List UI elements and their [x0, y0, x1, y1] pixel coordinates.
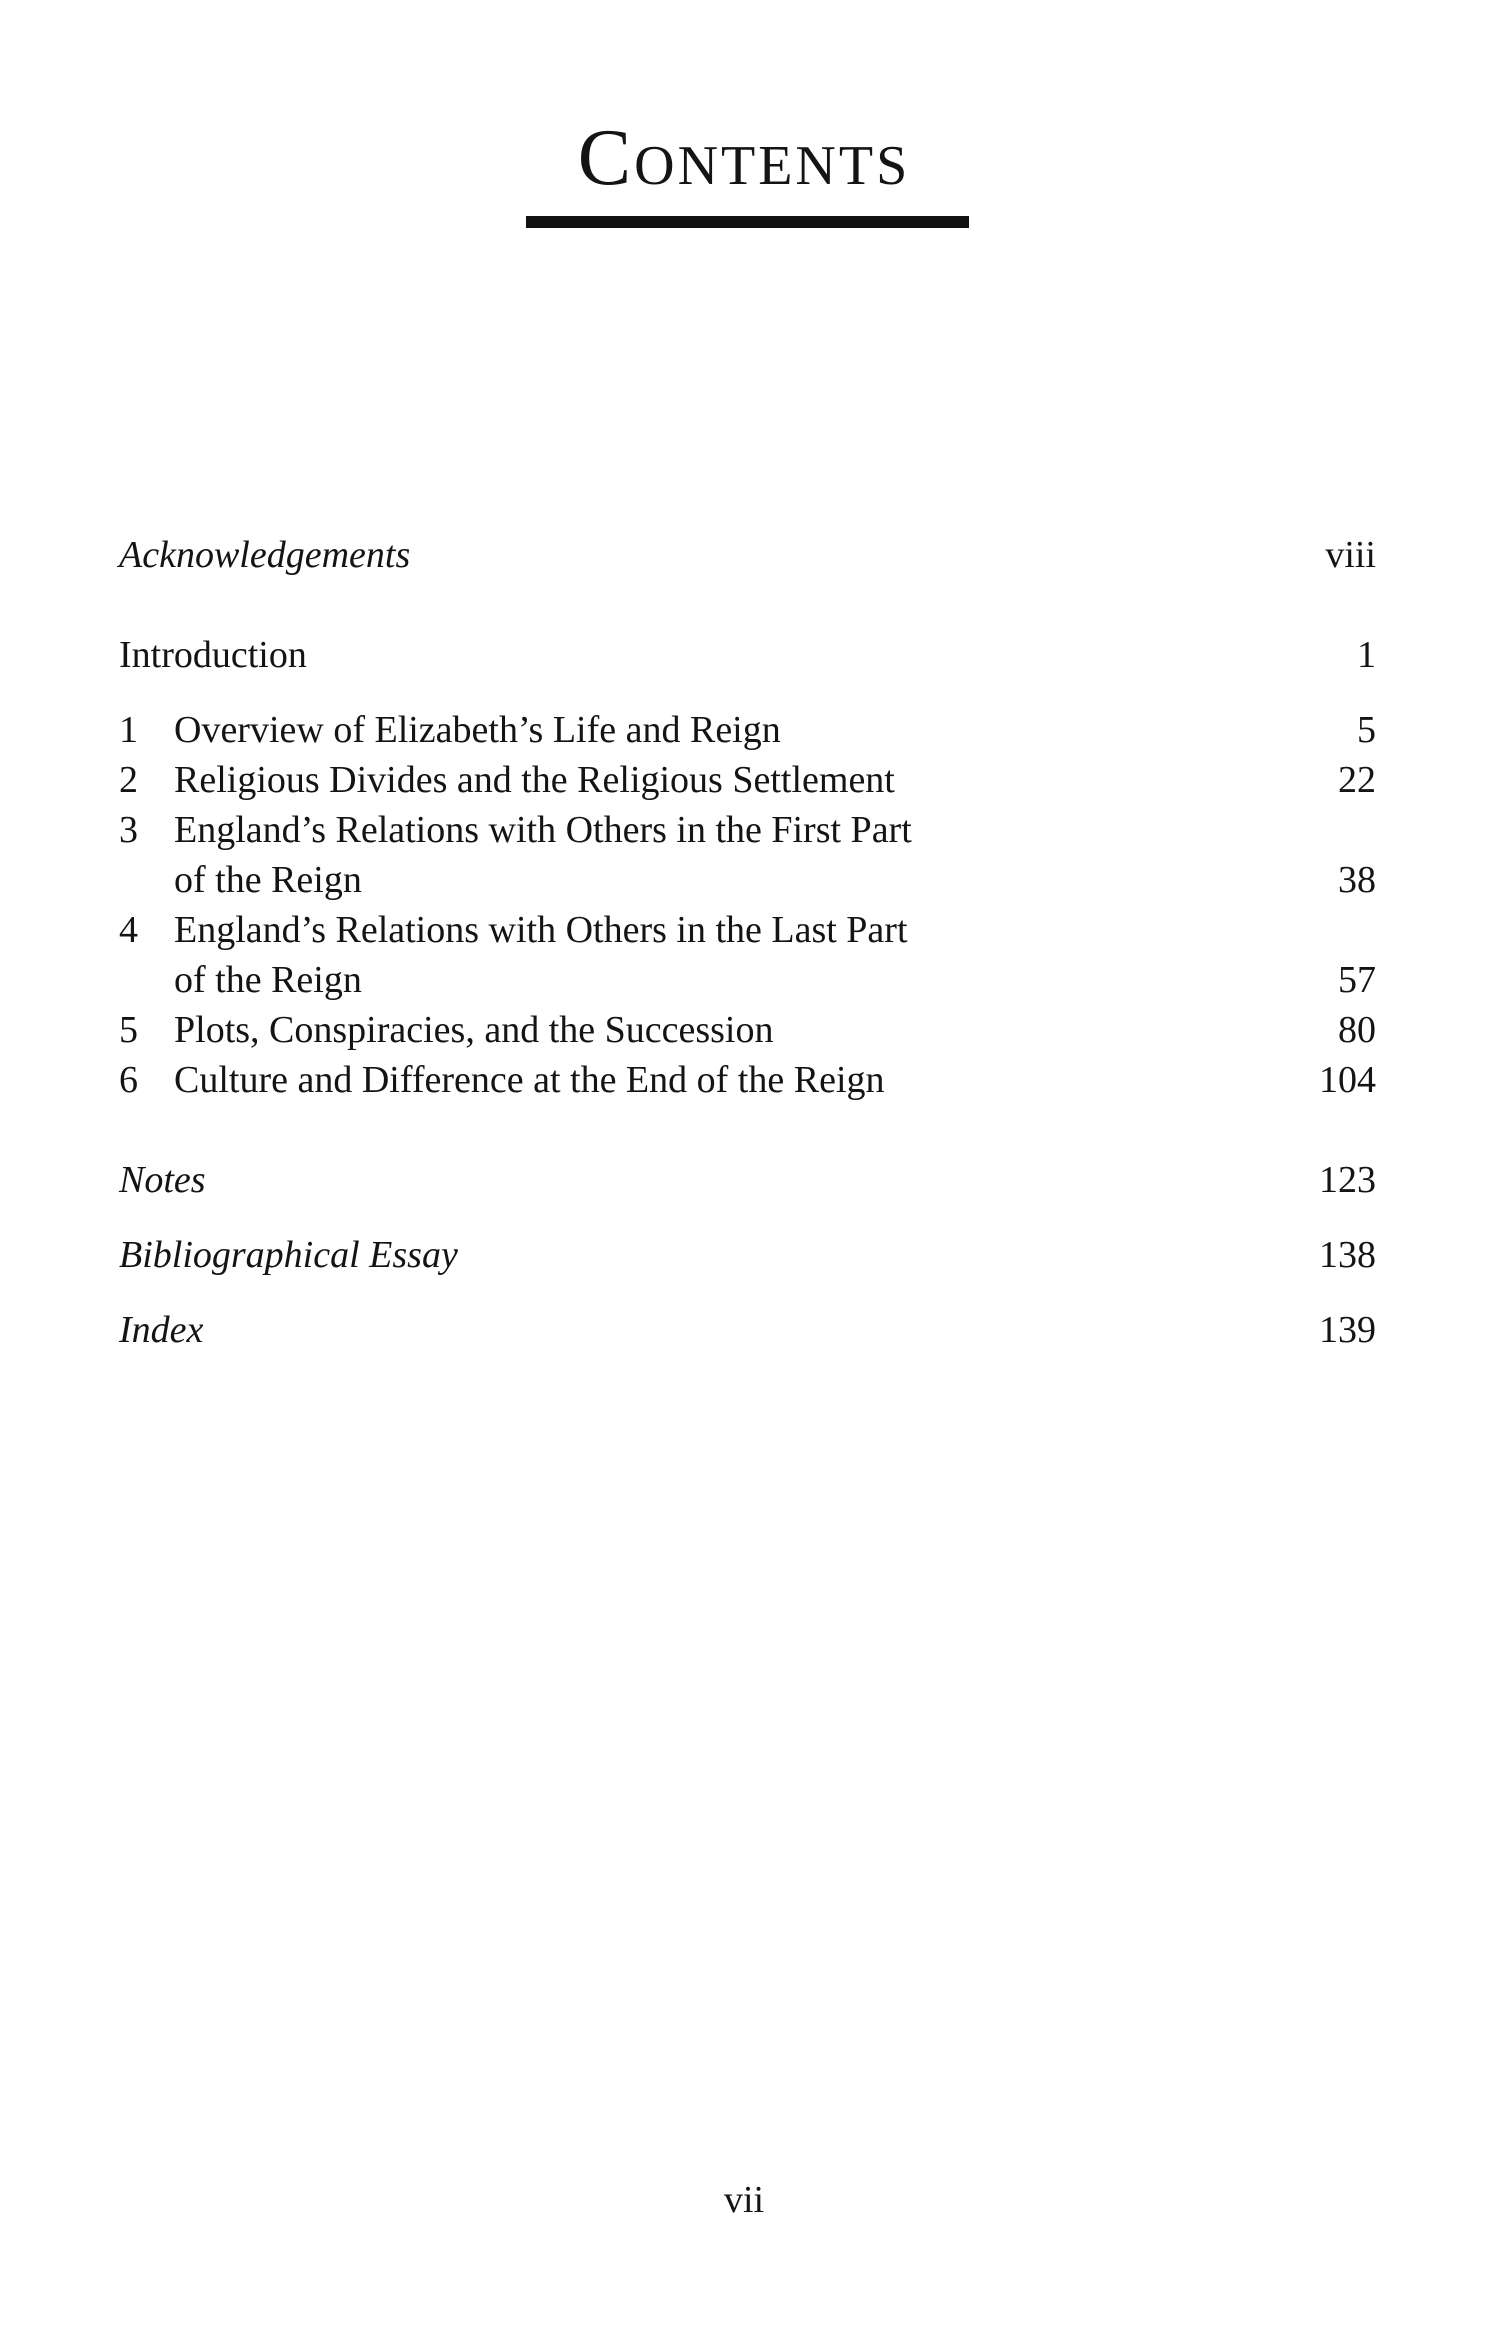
- page-title: Contents: [577, 114, 911, 202]
- chapter-number: 2: [119, 759, 138, 801]
- toc-entry-page: 104: [1319, 1059, 1376, 1101]
- chapter-title: Religious Divides and the Religious Settlement: [174, 759, 895, 801]
- toc-chapter-2[interactable]: [119, 755, 1376, 805]
- chapter-number: 3: [119, 809, 138, 851]
- chapter-number: 1: [119, 709, 138, 751]
- chapter-title: Plots, Conspiracies, and the Succession: [174, 1009, 774, 1051]
- toc-chapter-4[interactable]: [119, 905, 1376, 955]
- toc-chapter-5[interactable]: [119, 1005, 1376, 1055]
- toc-entry-acknowledgements[interactable]: [119, 530, 1376, 580]
- chapter-number: 5: [119, 1009, 138, 1051]
- chapter-title: England’s Relations with Others in the Last Part: [174, 909, 908, 951]
- toc-entry-introduction[interactable]: [119, 630, 1376, 680]
- toc-entry-label: Introduction: [119, 634, 307, 676]
- toc-entry-page: 1: [1357, 634, 1376, 676]
- toc-entry-page: 38: [1338, 859, 1376, 901]
- toc-chapter-1[interactable]: [119, 705, 1376, 755]
- toc-chapter-4-continued[interactable]: [119, 955, 1376, 1005]
- toc-entry-page: 138: [1319, 1234, 1376, 1276]
- toc-entry-index[interactable]: [119, 1305, 1376, 1355]
- chapter-number: 4: [119, 909, 138, 951]
- chapter-title: Overview of Elizabeth’s Life and Reign: [174, 709, 781, 751]
- toc-entry-notes[interactable]: [119, 1155, 1376, 1205]
- chapter-title: Culture and Difference at the End of the Reign: [174, 1059, 885, 1101]
- toc-chapter-6[interactable]: [119, 1055, 1376, 1105]
- toc-entry-page: 22: [1338, 759, 1376, 801]
- toc-entry-label: Notes: [119, 1159, 206, 1201]
- chapter-title-continued: of the Reign: [174, 859, 362, 901]
- chapter-title-continued: of the Reign: [174, 959, 362, 1001]
- toc-entry-label: Acknowledgements: [119, 534, 411, 576]
- toc-chapter-3-continued[interactable]: [119, 855, 1376, 905]
- toc-entry-page: 80: [1338, 1009, 1376, 1051]
- toc-entry-label: Index: [119, 1309, 204, 1351]
- toc-entry-page: 5: [1357, 709, 1376, 751]
- toc-entry-page: viii: [1325, 534, 1376, 576]
- toc-entry-page: 123: [1319, 1159, 1376, 1201]
- toc-chapter-3[interactable]: [119, 805, 1376, 855]
- title-rule: [526, 216, 969, 228]
- chapter-number: 6: [119, 1059, 138, 1101]
- toc-entry-page: 139: [1319, 1309, 1376, 1351]
- toc-entry-label: Bibliographical Essay: [119, 1234, 458, 1276]
- toc-entry-bibliographical-essay[interactable]: [119, 1230, 1376, 1280]
- toc-entry-page: 57: [1338, 959, 1376, 1001]
- title-block: [0, 114, 1488, 202]
- chapter-title: England’s Relations with Others in the First Part: [174, 809, 912, 851]
- page-folio: vii: [723, 2179, 765, 2221]
